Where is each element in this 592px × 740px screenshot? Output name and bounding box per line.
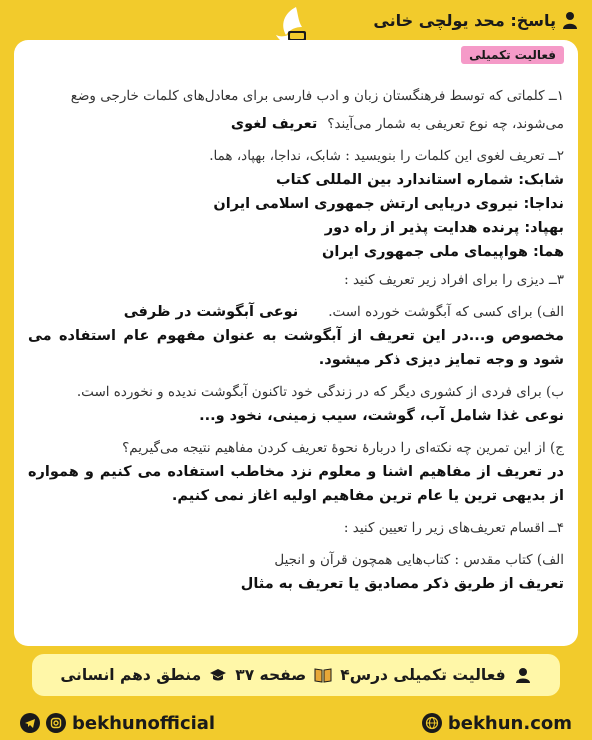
question-2: ۲ــ تعریف لغوی این کلمات را بنویسید : شابک، نداجا، بهپاد، هما. — [209, 148, 564, 164]
question-3a-row — [28, 300, 564, 324]
answer-2-line-1: شابک: شماره استاندارد بین المللی کتاب — [276, 172, 564, 188]
banner-page: صفحه ۳۷ — [235, 666, 307, 684]
question-3b: ب) برای فردی از کشوری دیگر که در زندگی خود تاکنون آبگوشت ندیده و نخورده است. — [76, 384, 564, 400]
answer-2-line-4: هما: هواپیمای ملی جمهوری ایران — [322, 244, 564, 260]
question-4: ۴ــ اقسام تعریف‌های زیر را تعیین کنید : — [343, 520, 564, 536]
content-card — [14, 40, 578, 646]
answer-1: تعریف لغوی — [230, 116, 318, 132]
banner-lesson: فعالیت تکمیلی درس۴ — [340, 666, 506, 684]
question-1-row — [28, 112, 564, 136]
answer-3c: در تعریف از مفاهیم اشنا و معلوم نزد مخاطب استفاده می کنیم و همواره از بدیهی ترین یا عام ترین مفاهیم اولیه اغاز نمی کنیم. — [28, 464, 564, 504]
user-icon — [562, 11, 578, 29]
social-handle[interactable] — [20, 713, 215, 734]
question-1-line-2: می‌شوند، چه نوع تعریفی به شمار می‌آیند؟ — [327, 116, 564, 132]
answer-2-line-2: نداجا: نیروی دریایی ارتش جمهوری اسلامی ایران — [213, 196, 564, 212]
website[interactable] — [422, 713, 572, 734]
globe-icon[interactable] — [422, 713, 442, 733]
question-3: ۳ــ دیزی را برای افراد زیر تعریف کنید : — [344, 272, 564, 288]
answer-3a-rest: مخصوص و...در این تعریف از آبگوشت به عنوان مفهوم عام استفاده می شود و وجه تمایز دیزی ذکر میشود. — [28, 328, 564, 368]
answer-4a: تعریف از طریق ذکر مصادیق یا تعریف به مثال — [240, 576, 564, 592]
telegram-icon[interactable] — [20, 713, 40, 733]
question-3a: الف) برای کسی که آبگوشت خورده است. — [328, 304, 564, 320]
answer-2-line-3: بهپاد: پرنده هدایت پذیر از راه دور — [324, 220, 564, 236]
bottom-bar — [0, 706, 592, 740]
question-4a: الف) کتاب مقدس : کتاب‌هایی همچون قرآن و انجیل — [274, 552, 564, 568]
instagram-icon[interactable] — [46, 713, 66, 733]
student-icon — [514, 667, 532, 683]
answer-3b: نوعی غذا شامل آب، گوشت، سیب زمینی، نخود و... — [199, 408, 564, 424]
social-handle-text[interactable]: bekhunofficial — [72, 712, 216, 734]
answer-credit-text: پاسخ: محد یولچی خانی — [373, 10, 556, 30]
book-icon — [314, 667, 332, 683]
content-body — [28, 84, 564, 596]
answer-credit — [373, 11, 578, 30]
question-3c: ج) از این تمرین چه نکته‌ای را دربارهٔ نحوهٔ تعریف کردن مفاهیم نتیجه می‌گیریم؟ — [122, 440, 564, 456]
lesson-banner — [32, 654, 560, 696]
banner-subject: منطق دهم انسانی — [60, 666, 202, 684]
graduation-cap-icon — [209, 667, 227, 683]
question-1-line-1: ۱ــ کلماتی که توسط فرهنگستان زبان و ادب فارسی برای معادل‌های کلمات خارجی وضع — [70, 88, 564, 104]
website-text[interactable]: bekhun.com — [447, 712, 572, 734]
section-badge: فعالیت تکمیلی — [461, 46, 564, 64]
answer-3a-inline: نوعی آبگوشت در ظرفی — [123, 304, 299, 320]
